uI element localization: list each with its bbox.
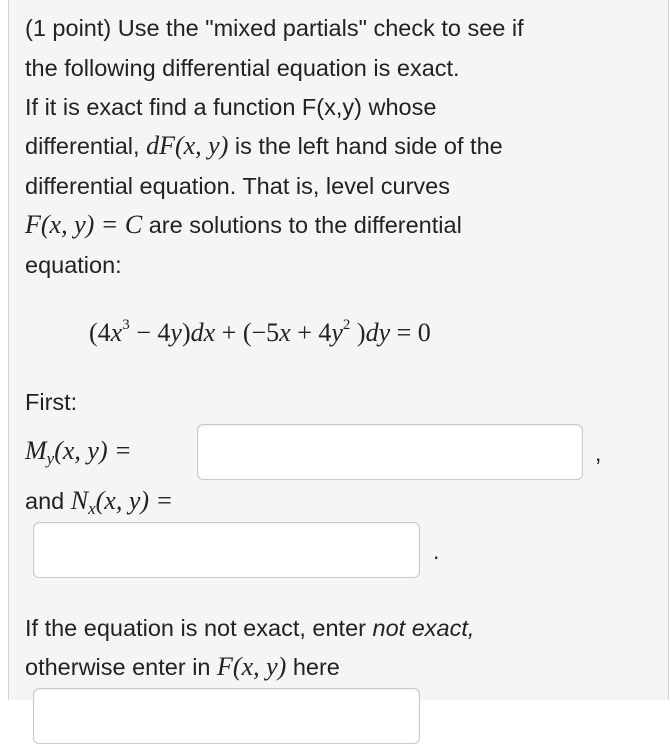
problem-text-line-7: equation: xyxy=(25,252,122,278)
eq-part: + (−5 xyxy=(215,318,280,347)
problem-text-line-3: If it is exact find a function F(x,y) whose xyxy=(25,94,437,120)
period: . xyxy=(433,538,440,564)
eq-var: x xyxy=(279,318,291,347)
math-sub-x: x xyxy=(88,499,96,518)
eq-var: y xyxy=(331,318,343,347)
line-6-suffix: are solutions to the differential xyxy=(142,212,462,238)
math-args: (x, y) = xyxy=(54,436,132,465)
line-4-suffix: is the left hand side of the xyxy=(228,133,503,159)
math-sub-y: y xyxy=(46,449,55,468)
eq-part: ) xyxy=(350,318,366,347)
line-4-prefix: differential, xyxy=(25,133,147,159)
first-label: First: xyxy=(25,389,78,415)
eq-exponent: 2 xyxy=(342,317,351,333)
problem-text-line-4 xyxy=(25,131,503,161)
level-curve-math: F(x, y) = C xyxy=(25,210,143,239)
eq-part: (4 xyxy=(89,318,111,347)
math-d: d xyxy=(146,131,160,160)
problem-text-line-1: (1 point) Use the "mixed partials" check to see if xyxy=(25,15,524,41)
eq-dx: dx xyxy=(190,318,216,347)
math-args: (x, y) xyxy=(174,131,229,160)
differential-equation xyxy=(89,316,431,350)
final-line-1-text: If the equation is not exact, enter xyxy=(25,615,373,641)
final-line-2-text: otherwise enter in xyxy=(25,654,218,680)
math-F: F xyxy=(159,131,175,160)
final-instruction-line-1 xyxy=(25,613,474,643)
eq-part: − 4 xyxy=(129,318,171,347)
nx-answer-input[interactable] xyxy=(33,522,420,578)
eq-var: x xyxy=(110,318,123,347)
and-text: and xyxy=(25,488,71,514)
my-math xyxy=(25,436,132,468)
problem-text-line-2: the following differential equation is exact. xyxy=(25,55,460,81)
math-args: (x, y) = xyxy=(95,486,174,515)
problem-text-line-5: differential equation. That is, level curves xyxy=(25,173,450,199)
comma: , xyxy=(595,440,602,466)
eq-dy: dy xyxy=(365,318,391,347)
my-label xyxy=(25,436,132,466)
eq-var: y xyxy=(170,318,182,347)
eq-part: + 4 xyxy=(290,318,332,347)
math-N: N xyxy=(70,486,89,515)
my-answer-input[interactable] xyxy=(197,424,583,480)
math-M: M xyxy=(25,436,47,465)
not-exact-keyword: not exact, xyxy=(372,615,475,641)
nx-label xyxy=(25,486,173,516)
eq-exponent: 3 xyxy=(122,317,130,333)
here-text: here xyxy=(286,654,340,680)
eq-part: ) xyxy=(181,318,191,347)
F-answer-input[interactable] xyxy=(33,688,420,744)
eq-part: = 0 xyxy=(390,318,431,347)
final-instruction-line-2 xyxy=(25,652,340,682)
differential-dF-math xyxy=(146,131,228,160)
problem-text-line-6 xyxy=(25,210,462,240)
problem-panel xyxy=(8,0,669,700)
nx-math xyxy=(70,486,174,518)
F-xy-math: F(x, y) xyxy=(217,652,287,681)
